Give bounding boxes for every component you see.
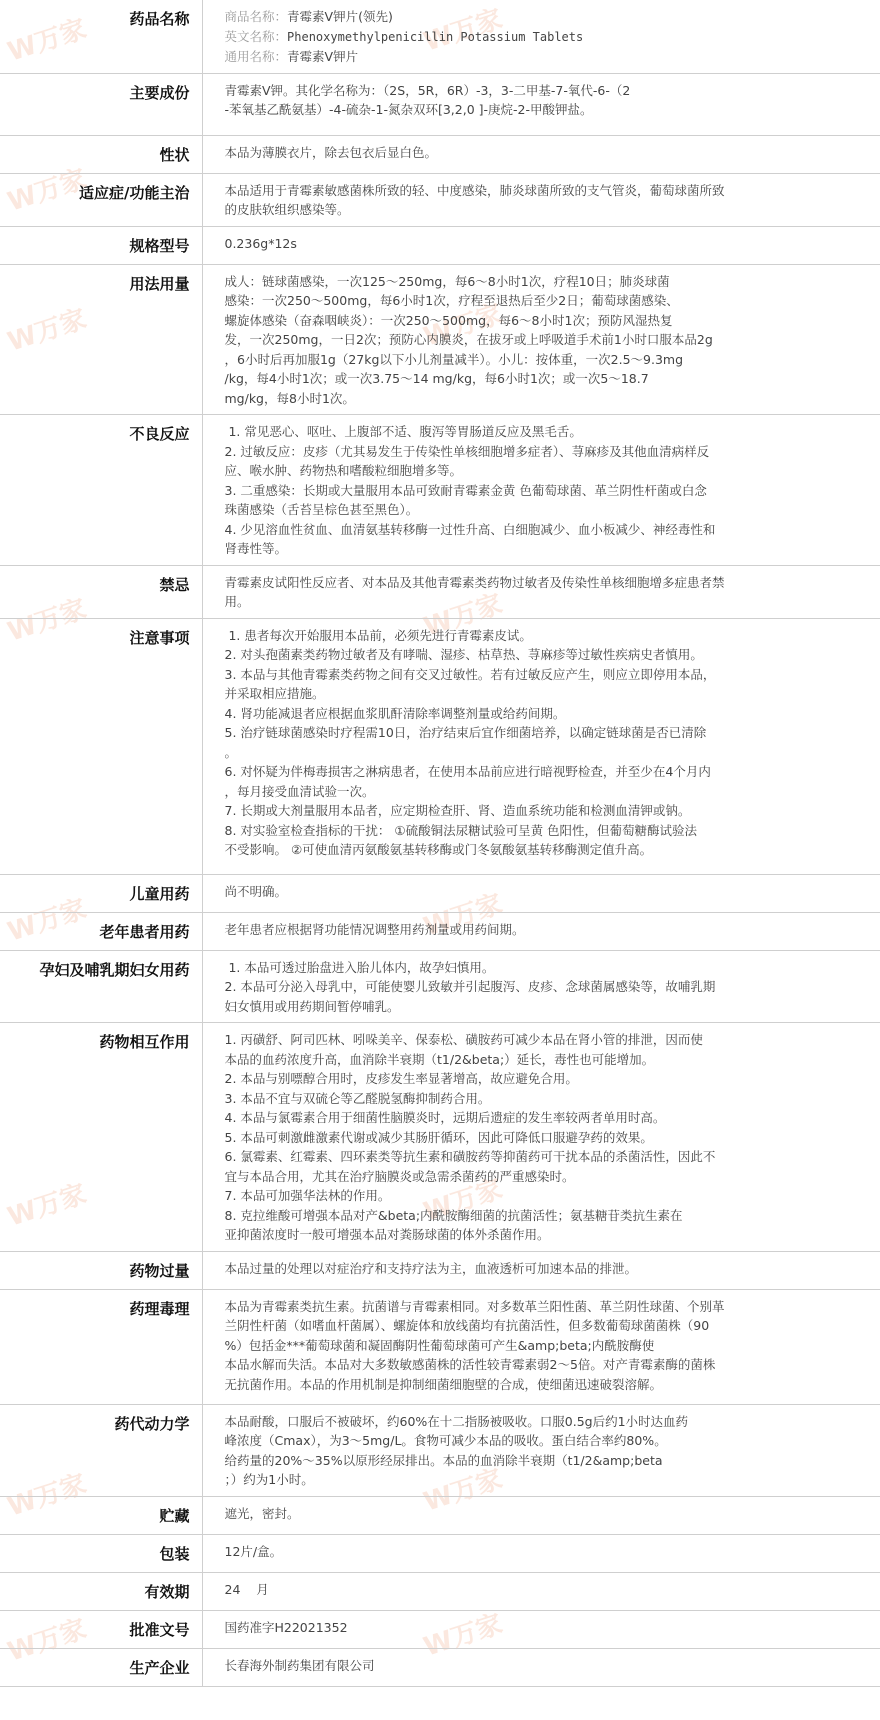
value-line: 妇女慎用或用药期间暂停哺乳。 <box>224 998 400 1014</box>
watermark-logo: W万家 <box>4 304 91 358</box>
value-line: 不受影响。 ②可使血清丙氨酸氨基转移酶或门冬氨酸氨基转移酶测定值升高。 <box>224 842 653 857</box>
watermark-logo: W万家 <box>420 1609 507 1663</box>
value-line: 给药量的20%～35%以原形经尿排出。本品的血消除半衰期（t1/2&amp;beta <box>224 1452 663 1468</box>
value-line: %）包括金***葡萄球菌和凝固酶阴性葡萄球菌可产生&amp;beta;内酰胺酶使 <box>224 1337 655 1353</box>
value-line: 用。 <box>224 594 250 609</box>
watermark-logo: W万家 <box>420 299 507 353</box>
value-line: 本品适用于青霉素敏感菌株所致的轻、中度感染，肺炎球菌所致的支气管炎，葡萄球菌所致 <box>224 182 725 198</box>
info-row <box>0 912 880 950</box>
value-line: 1. 常见恶心、呕吐、上腹部不适、腹泻等胃肠道反应及黑毛舌。 <box>224 424 582 439</box>
field-label: 药代动力学 <box>0 1404 202 1496</box>
value-line: 应、喉水肿、药物热和嗜酸粒细胞增多等。 <box>224 463 463 478</box>
field-value <box>202 1534 880 1572</box>
info-row <box>0 173 880 226</box>
field-label: 禁忌 <box>0 565 202 618</box>
watermark-logo: W万家 <box>420 1174 507 1228</box>
watermark-logo: W万家 <box>4 1614 91 1668</box>
field-label: 规格型号 <box>0 226 202 264</box>
value-line: 8. 对实验室检查指标的干扰： ①硫酸铜法尿糖试验可呈黄 色阳性，但葡萄糖酶试验法 <box>224 822 698 838</box>
info-row <box>0 226 880 264</box>
value-line: 2. 过敏反应：皮疹（尤其易发生于传染性单核细胞增多症者）、荨麻疹及其他血清病样反 <box>224 443 710 459</box>
value-line: 肾毒性等。 <box>224 541 288 556</box>
field-value <box>202 1648 880 1686</box>
field-value <box>202 135 880 173</box>
info-row <box>0 135 880 173</box>
value-line: /kg，每4小时1次；或一次3.75～14 mg/kg，每6小时1次；或一次5～18.7 <box>224 371 649 386</box>
field-value <box>202 874 880 912</box>
value-line: 兰阴性杆菌（如嗜血杆菌属）、螺旋体和放线菌均有抗菌活性，但多数葡萄球菌菌株（90 <box>224 1318 710 1333</box>
field-label: 药物过量 <box>0 1251 202 1289</box>
info-row <box>0 565 880 618</box>
value-line: 国药准字H22021352 <box>224 1619 348 1635</box>
info-row <box>0 950 880 1023</box>
info-row <box>0 1404 880 1496</box>
value-line: 24 月 <box>224 1581 269 1597</box>
value-line: 3. 二重感染：长期或大量服用本品可致耐青霉素金黄 色葡萄球菌、革兰阴性杆菌或白念 <box>224 482 707 498</box>
value-line: 青霉素V钾。其化学名称为：（2S，5R，6R）-3，3-二甲基-7-氧代-6-（2 <box>224 82 631 98</box>
value-line: 。 <box>224 744 238 760</box>
field-value <box>202 912 880 950</box>
watermark-logo: W万家 <box>420 1464 507 1518</box>
watermark-logo: W万家 <box>4 1179 91 1233</box>
drug-name-line <box>225 7 869 27</box>
field-value <box>202 950 880 1023</box>
drug-name-value: 青霉素V钾片 <box>287 49 359 64</box>
field-label: 批准文号 <box>0 1610 202 1648</box>
info-row <box>0 264 880 415</box>
drug-name-line <box>225 47 869 67</box>
field-label: 药品名称 <box>0 0 202 73</box>
field-label: 适应症/功能主治 <box>0 173 202 226</box>
value-line: 成人：链球菌感染，一次125～250mg，每6～8小时1次，疗程10日；肺炎球菌 <box>224 273 670 289</box>
value-line: 2. 本品可分泌入母乳中，可能使婴儿致敏并引起腹泻、皮疹、念球菌属感染等，故哺乳期 <box>224 979 716 994</box>
field-value <box>202 264 880 415</box>
value-line: 并采取相应措施。 <box>224 686 325 701</box>
value-line: 0.236g*12s <box>224 235 297 251</box>
value-line: 5. 治疗链球菌感染时疗程需10日，治疗结束后宜作细菌培养，以确定链球菌是否已清除 <box>224 725 707 740</box>
value-line: 宜与本品合用，尤其在治疗脑膜炎或急需杀菌药的严重感染时。 <box>224 1168 575 1184</box>
watermark-logo: W万家 <box>4 1469 91 1523</box>
watermark-logo: W万家 <box>4 894 91 948</box>
drug-name-caption: 商品名称： <box>224 9 288 24</box>
watermark-logo: W万家 <box>420 589 507 643</box>
value-line: 本品为薄膜衣片，除去包衣后显白色。 <box>224 144 438 160</box>
value-line: 6. 氯霉素、红霉素、四环素类等抗生素和磺胺药等抑菌药可干扰本品的杀菌活性，因此不 <box>224 1149 716 1164</box>
field-value <box>202 226 880 264</box>
field-label: 药理毒理 <box>0 1289 202 1404</box>
field-label: 生产企业 <box>0 1648 202 1686</box>
value-line: 老年患者应根据肾功能情况调整用药剂量或用药间期。 <box>224 921 525 937</box>
value-line: 8. 克拉维酸可增强本品对产&beta;内酰胺酶细菌的抗菌活性；氨基糖苷类抗生素在 <box>224 1207 683 1223</box>
value-line: 7. 长期或大剂量服用本品者，应定期检查肝、肾、造血系统功能和检测血清钾或钠。 <box>224 803 691 818</box>
info-row <box>0 1251 880 1289</box>
field-label: 儿童用药 <box>0 874 202 912</box>
drug-name-caption: 通用名称： <box>224 49 288 64</box>
field-value <box>202 173 880 226</box>
value-line: 的皮肤软组织感染等。 <box>224 202 350 217</box>
value-line: ，6小时后再加服1g（27kg以下小儿剂量减半）。小儿：按体重，一次2.5～9.3mg <box>224 351 684 367</box>
value-line: 本品的血药浓度升高，血消除半衰期（t1/2&beta;）延长，毒性也可能增加。 <box>224 1051 655 1067</box>
field-value <box>202 1289 880 1404</box>
drug-name-line <box>225 27 869 48</box>
value-line: 本品水解而失活。本品对大多数敏感菌株的活性较青霉素弱2～5倍。对产青霉素酶的菌株 <box>224 1357 716 1372</box>
info-row <box>0 1289 880 1404</box>
field-label: 贮藏 <box>0 1496 202 1534</box>
value-line: 本品为青霉素类抗生素。抗菌谱与青霉素相同。对多数革兰阳性菌、革兰阴性球菌、个别革 <box>224 1298 725 1314</box>
value-line: 发，一次250mg，一日2次；预防心内膜炎，在拔牙或上呼吸道手术前1小时口服本品2g <box>224 332 713 347</box>
value-line: 珠菌感染（舌苔呈棕色甚至黑色）。 <box>224 502 419 517</box>
info-row <box>0 1572 880 1610</box>
value-line: 4. 少见溶血性贫血、血清氨基转移酶一过性升高、白细胞减少、血小板减少、神经毒性和 <box>224 521 716 537</box>
field-value <box>202 1572 880 1610</box>
watermark-logo: W万家 <box>420 889 507 943</box>
value-line: 6. 对怀疑为伴梅毒损害之淋病患者，在使用本品前应进行暗视野检查，并至少在4个月内 <box>224 764 711 779</box>
value-line: mg/kg，每8小时1次。 <box>224 390 355 406</box>
value-line: 4. 本品与氯霉素合用于细菌性脑膜炎时，远期后遗症的发生率较两者单用时高。 <box>224 1110 666 1125</box>
value-line: -苯氧基乙酰氨基）-4-硫杂-1-氮杂双环[3,2,0 ]-庚烷-2-甲酸钾盐。 <box>224 102 593 117</box>
info-row <box>0 1534 880 1572</box>
field-value <box>202 1610 880 1648</box>
value-line: 峰浓度（Cmax），为3～5mg/L。食物可减少本品的吸收。蛋白结合率约80%。 <box>224 1433 667 1448</box>
value-line: 螺旋体感染（奋森咽峡炎）：一次250～500mg，每6～8小时1次；预防风湿热复 <box>224 312 673 328</box>
drug-name-caption: 英文名称： <box>224 28 288 44</box>
value-line: 12片/盒。 <box>224 1543 283 1559</box>
field-value <box>202 73 880 135</box>
value-line: 感染：一次250～500mg，每6小时1次，疗程至退热后至少2日；葡萄球菌感染、 <box>224 293 679 308</box>
value-line: 3. 本品与其他青霉素类药物之间有交叉过敏性。若有过敏反应产生，则应立即停用本品， <box>224 666 716 682</box>
info-row <box>0 1610 880 1648</box>
field-value <box>202 415 880 566</box>
info-row <box>0 0 880 73</box>
watermark-logo: W万家 <box>4 14 91 68</box>
info-row <box>0 1496 880 1534</box>
value-line: 本品过量的处理以对症治疗和支持疗法为主，血液透析可加速本品的排泄。 <box>224 1260 638 1276</box>
field-value <box>202 1251 880 1289</box>
field-label: 包装 <box>0 1534 202 1572</box>
watermark-logo: W万家 <box>4 164 91 218</box>
value-line: 2. 对头孢菌素类药物过敏者及有哮喘、湿疹、枯草热、荨麻疹等过敏性疾病史者慎用。 <box>224 647 703 662</box>
value-line: 长春海外制药集团有限公司 <box>224 1657 375 1673</box>
watermark-logo: W万家 <box>4 594 91 648</box>
value-line: 无抗菌作用。本品的作用机制是抑制细菌细胞壁的合成，使细菌迅速破裂溶解。 <box>224 1376 663 1392</box>
field-value <box>202 0 880 73</box>
field-label: 孕妇及哺乳期妇女用药 <box>0 950 202 1023</box>
field-label: 用法用量 <box>0 264 202 415</box>
value-line: 本品耐酸，口服后不被破坏，约60%在十二指肠被吸收。口服0.5g后约1小时达血药 <box>224 1413 689 1429</box>
info-row <box>0 73 880 135</box>
value-line: 遮光，密封。 <box>224 1505 300 1521</box>
watermark-logo: W万家 <box>420 4 507 58</box>
value-line: ；）约为1小时。 <box>224 1472 314 1487</box>
field-label: 主要成份 <box>0 73 202 135</box>
value-line: ，每月接受血清试验一次。 <box>224 783 375 799</box>
field-value <box>202 1496 880 1534</box>
info-row <box>0 1023 880 1252</box>
drug-name-value: 青霉素V钾片(领先) <box>287 9 393 24</box>
info-row <box>0 415 880 566</box>
field-label: 有效期 <box>0 1572 202 1610</box>
value-line: 青霉素皮试阳性反应者、对本品及其他青霉素类药物过敏者及传染性单核细胞增多症患者禁 <box>224 574 725 590</box>
value-line: 4. 肾功能减退者应根据血浆肌酐清除率调整剂量或给药间期。 <box>224 705 566 721</box>
value-line: 1. 丙磺舒、阿司匹林、吲哚美辛、保泰松、磺胺药可减少本品在肾小管的排泄，因而使 <box>224 1032 703 1047</box>
value-line: 5. 本品可刺激雌激素代谢或减少其肠肝循环，因此可降低口服避孕药的效果。 <box>224 1129 653 1145</box>
value-line: 亚抑菌浓度时一般可增强本品对粪肠球菌的体外杀菌作用。 <box>224 1227 550 1242</box>
value-line: 尚不明确。 <box>224 883 288 899</box>
info-row <box>0 618 880 874</box>
value-line: 3. 本品不宜与双硫仑等乙醛脱氢酶抑制药合用。 <box>224 1090 491 1106</box>
field-value <box>202 565 880 618</box>
field-value <box>202 1023 880 1252</box>
info-row <box>0 1648 880 1686</box>
field-label: 性状 <box>0 135 202 173</box>
value-line: 7. 本品可加强华法林的作用。 <box>224 1188 391 1203</box>
field-label: 不良反应 <box>0 415 202 566</box>
value-line: 2. 本品与别嘌醇合用时，皮疹发生率显著增高，故应避免合用。 <box>224 1071 578 1086</box>
value-line: 1. 本品可透过胎盘进入胎儿体内，故孕妇慎用。 <box>224 959 495 975</box>
field-value <box>202 1404 880 1496</box>
drug-name-value: Phenoxymethylpenicillin Potassium Tablets <box>287 29 584 44</box>
field-label: 注意事项 <box>0 618 202 874</box>
value-line: 1. 患者每次开始服用本品前，必须先进行青霉素皮试。 <box>224 627 532 643</box>
field-value <box>202 618 880 874</box>
field-label: 药物相互作用 <box>0 1023 202 1252</box>
field-label: 老年患者用药 <box>0 912 202 950</box>
info-row <box>0 874 880 912</box>
